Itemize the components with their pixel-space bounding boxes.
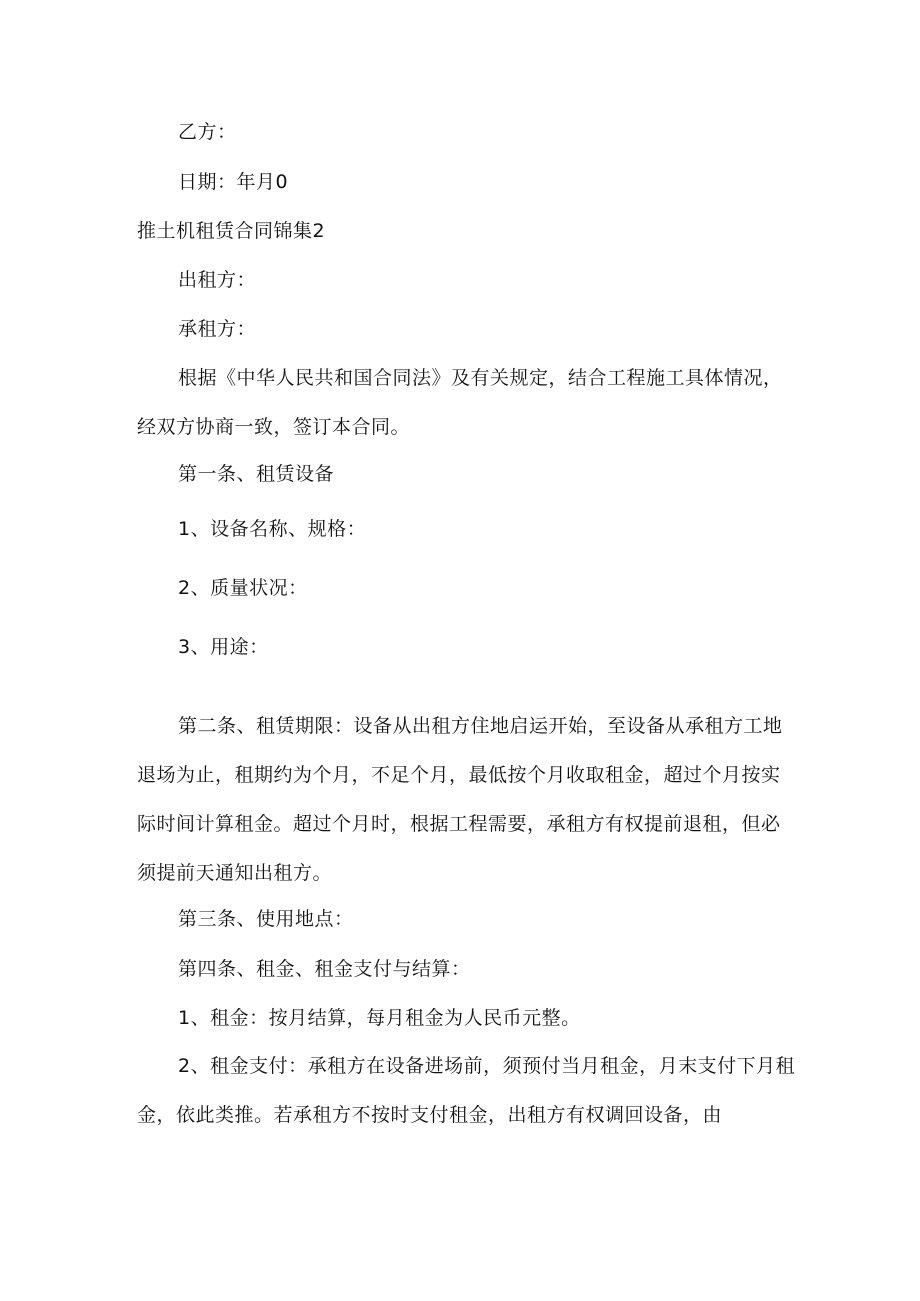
article4-item-2: 2、租金支付：承租方在设备进场前，须预付当月租金，月末支付下月租金，依此类推。若承租方不按时支付租金，出租方有权调回设备，由: [137, 1055, 796, 1126]
article4-heading: 第四条、租金、租金支付与结算：: [178, 958, 471, 980]
article1-heading: 第一条、租赁设备: [178, 463, 335, 485]
article1-item-3: 3、用途：: [178, 636, 269, 658]
article4-item-1: 1、租金：按月结算，每月租金为人民币元整。: [178, 1007, 581, 1029]
date-line: 日期：年月0: [178, 171, 289, 193]
party-b-label: 乙方：: [178, 121, 237, 143]
lessee-label: 承租方：: [178, 318, 257, 340]
lessor-label: 出租方：: [178, 269, 257, 291]
intro-paragraph: 根据《中华人民共和国合同法》及有关规定，结合工程施工具体情况，经双方协商一致，签订本合同。: [137, 367, 783, 438]
article1-item-2: 2、质量状况：: [178, 577, 308, 599]
article2-paragraph: 第二条、租赁期限：设备从出租方住地启运开始，至设备从承租方工地退场为止，租期约为个月，不足个月，最低按个月收取租金，超过个月按实际时间计算租金。超过个月时，根据工程需要，承租方有权提前退租，但必须提前天通知出租方。: [137, 715, 783, 884]
article3-line: 第三条、使用地点：: [178, 908, 354, 930]
article1-item-1: 1、设备名称、规格：: [178, 518, 367, 540]
section-title: 推土机租赁合同锦集2: [137, 220, 326, 242]
